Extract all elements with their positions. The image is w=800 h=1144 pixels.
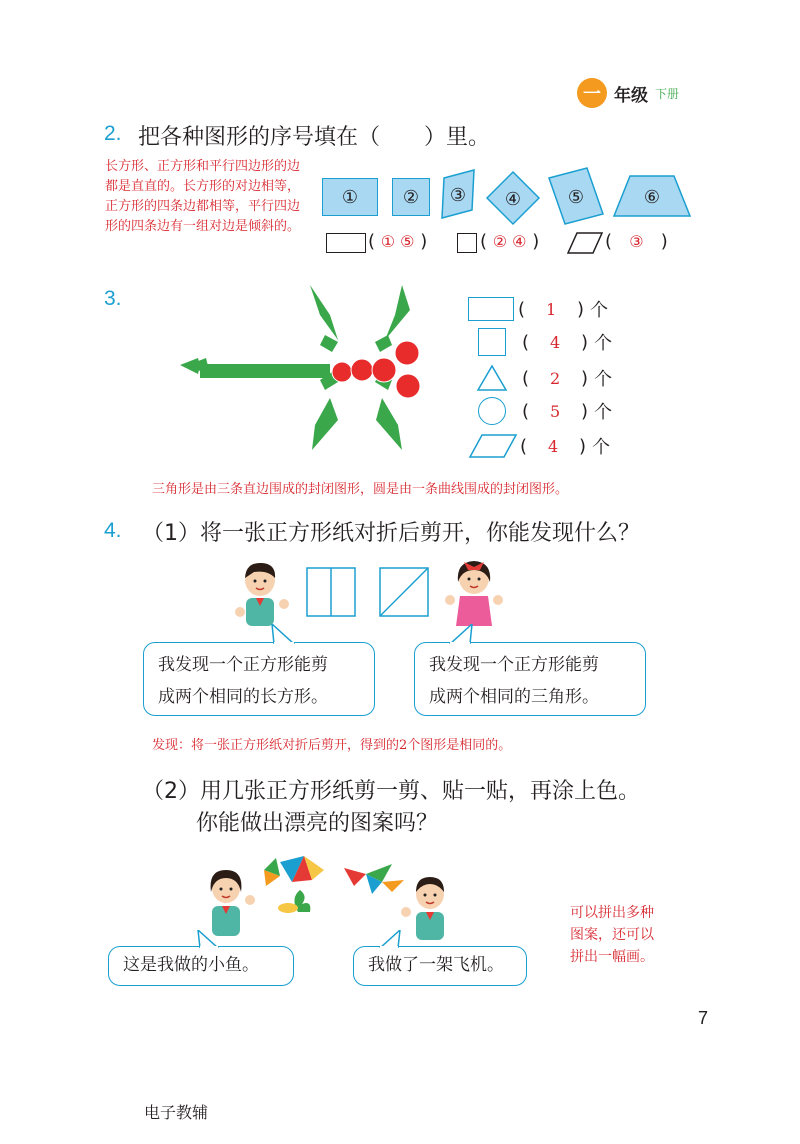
watermark: 电子教辅	[144, 1103, 209, 1122]
answer-rectangle: ① ⑤	[380, 232, 415, 251]
shape-4-square-rotated	[485, 170, 541, 226]
bubble-fish-tail	[196, 930, 222, 948]
square-folded-vertical	[306, 567, 356, 617]
q3-note: 三角形是由三条直边围成的封闭图形，圆是由一条曲线围成的封闭图形。	[152, 482, 569, 497]
bubble-fish: 这是我做的小鱼。	[108, 946, 294, 986]
q3-number: 3.	[104, 287, 122, 310]
svg-text:④: ④	[504, 189, 522, 210]
parallelogram-icon	[468, 433, 518, 459]
svg-text:⑥: ⑥	[643, 187, 661, 208]
shape-6-trapezoid	[612, 174, 692, 218]
count-row-square: ( 4 ) 个	[478, 327, 612, 357]
count-row-parallelogram: ( 4 ) 个	[468, 431, 610, 461]
boy-plane-illustration	[392, 874, 462, 944]
q2-number: 2.	[104, 122, 122, 145]
triangle-icon	[476, 364, 508, 392]
answer-square-paren: ( ② ④ )	[480, 231, 540, 252]
answer-parallelogram-paren: ( ③ )	[605, 231, 668, 252]
q4-side-note: 可以拼出多种 图案，还可以 拼出一幅画。	[570, 905, 654, 965]
q2-note: 长方形、正方形和平行四边形的边都是直直的。长方形的对边相等，正方形的四条边都相等，平行四边形的四条边有一组对边是倾斜的。	[105, 159, 301, 234]
girl-painter-illustration	[198, 866, 264, 940]
count-row-triangle: ( 2 ) 个	[476, 363, 612, 393]
grade-badge-glyph: 一	[583, 84, 601, 105]
bubble-triangle-finding: 我发现一个正方形能剪 成两个相同的三角形。	[414, 642, 646, 716]
rectangle-icon	[468, 297, 514, 321]
count-square: 4	[549, 332, 561, 352]
count-parallelogram: 4	[547, 436, 559, 456]
fish-figure	[262, 852, 328, 914]
grade-label: 年级	[614, 86, 648, 106]
bubble-tail-left	[270, 624, 298, 644]
count-rectangle: 1	[545, 299, 557, 319]
square-folded-diagonal	[379, 567, 429, 617]
page-number: 7	[698, 1008, 709, 1028]
bubble-plane: 我做了一架飞机。	[353, 946, 527, 986]
q4-number: 4.	[104, 519, 122, 542]
q4-part2-line2: 你能做出漂亮的图案吗？	[196, 811, 439, 836]
answer-square-icon	[457, 233, 477, 253]
square-icon	[478, 328, 506, 356]
unit-label: 个	[590, 300, 609, 321]
q4-part1: （1）将一张正方形纸对折后剪开，你能发现什么？	[142, 521, 640, 546]
q2-title: 把各种图形的序号填在（ ）里。	[138, 125, 491, 150]
count-row-rectangle: ( 1 ) 个	[468, 294, 608, 324]
q4-finding: 发现：将一张正方形纸对折后剪开，得到的2个图形是相同的。	[152, 738, 512, 753]
svg-text:③: ③	[449, 185, 467, 206]
answer-parallelogram: ③	[629, 232, 644, 251]
shape-5-rectangle-rotated	[547, 166, 605, 226]
q4-part2-line1: （2）用几张正方形纸剪一剪、贴一贴，再涂上色。	[142, 779, 640, 804]
bubble-tail-right	[446, 624, 474, 644]
bubble-plane-tail	[376, 930, 402, 948]
shape-2-square: ②	[392, 178, 430, 216]
count-row-circle: ( 5 ) 个	[478, 396, 612, 426]
shape-1-rectangle: ①	[322, 178, 378, 216]
shape-3-parallelogram	[440, 168, 476, 220]
answer-parallelogram-icon	[567, 232, 603, 254]
answer-rectangle-paren: ( ① ⑤ )	[368, 231, 428, 252]
volume-label: 下册	[655, 87, 680, 101]
count-circle: 5	[549, 401, 561, 421]
circle-icon	[478, 397, 506, 425]
girl-illustration	[438, 558, 510, 630]
dragonfly-figure	[170, 280, 440, 455]
answer-square: ② ④	[492, 232, 527, 251]
answer-rectangle-icon	[326, 233, 366, 253]
count-triangle: 2	[549, 368, 561, 388]
bubble-rectangle-finding: 我发现一个正方形能剪 成两个相同的长方形。	[143, 642, 375, 716]
boy-illustration	[232, 560, 296, 630]
svg-text:⑤: ⑤	[567, 187, 585, 208]
